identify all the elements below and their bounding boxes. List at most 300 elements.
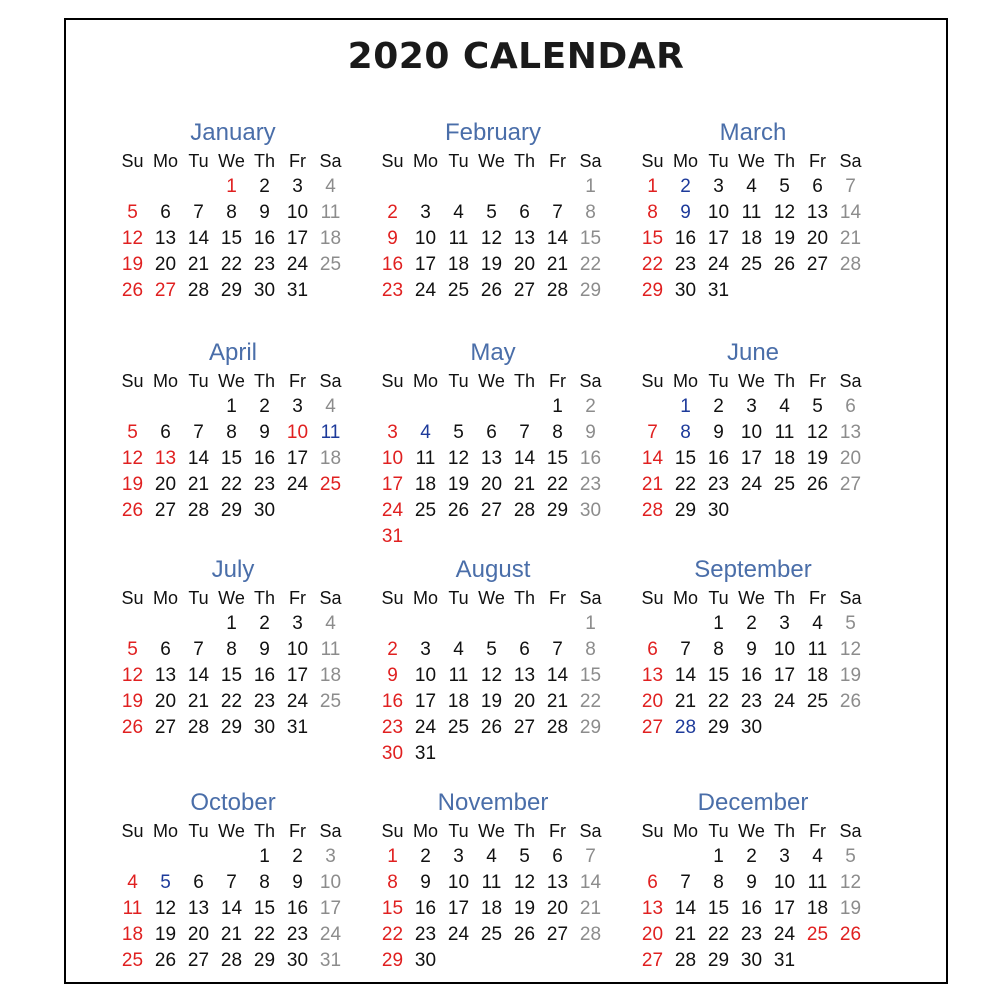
day-cell: 22 xyxy=(579,254,602,275)
day-cell: 6 xyxy=(193,872,204,893)
day-cell: 2 xyxy=(259,176,270,197)
day-cell: 1 xyxy=(585,613,596,634)
day-cell: 20 xyxy=(154,474,177,495)
weekday-header: We xyxy=(738,371,765,391)
day-cell: 14 xyxy=(674,665,697,686)
month-grid xyxy=(636,368,878,524)
month-january xyxy=(108,118,358,304)
day-cell: 12 xyxy=(121,665,144,686)
weekday-header: Mo xyxy=(412,151,438,171)
empty-cell xyxy=(508,394,541,420)
day-cell: 5 xyxy=(486,639,497,660)
day-cell: 23 xyxy=(381,717,404,738)
day-cell: 28 xyxy=(579,924,602,945)
day-cell: 10 xyxy=(447,872,470,893)
month-june xyxy=(628,338,878,524)
day-cell: 5 xyxy=(812,396,823,417)
day-cell: 25 xyxy=(773,474,796,495)
day-cell: 27 xyxy=(513,717,536,738)
day-cell: 17 xyxy=(414,254,437,275)
month-name: April xyxy=(208,339,257,366)
day-cell: 21 xyxy=(546,254,569,275)
day-cell: 17 xyxy=(740,448,763,469)
weekday-header: Su xyxy=(121,151,144,171)
empty-cell xyxy=(116,844,149,870)
empty-cell xyxy=(442,611,475,637)
weekday-header: Fr xyxy=(289,588,306,608)
day-cell: 19 xyxy=(480,254,503,275)
day-cell: 25 xyxy=(319,474,342,495)
day-cell: 12 xyxy=(480,665,503,686)
weekday-header: Fr xyxy=(809,371,826,391)
day-cell: 24 xyxy=(707,254,730,275)
weekday-header: Tu xyxy=(708,371,729,391)
day-cell: 12 xyxy=(839,872,862,893)
day-cell: 10 xyxy=(773,639,796,660)
day-cell: 14 xyxy=(839,202,862,223)
weekday-header: Fr xyxy=(809,151,826,171)
day-cell: 7 xyxy=(226,872,237,893)
weekday-header: Th xyxy=(773,371,795,391)
weekday-header: We xyxy=(738,821,765,841)
day-cell: 24 xyxy=(414,717,437,738)
weekday-header: Mo xyxy=(672,821,698,841)
day-cell: 15 xyxy=(707,665,730,686)
day-cell: 20 xyxy=(513,254,536,275)
month-august xyxy=(368,555,618,767)
month-march xyxy=(628,118,878,304)
day-cell: 20 xyxy=(154,254,177,275)
day-cell: 19 xyxy=(839,898,862,919)
day-cell: 7 xyxy=(680,639,691,660)
day-cell: 24 xyxy=(286,691,309,712)
day-cell: 25 xyxy=(319,691,342,712)
day-cell: 20 xyxy=(480,474,503,495)
day-cell: 20 xyxy=(641,924,664,945)
day-cell: 23 xyxy=(253,254,276,275)
day-cell: 27 xyxy=(641,717,664,738)
day-cell: 5 xyxy=(486,202,497,223)
day-cell: 28 xyxy=(674,950,697,971)
day-cell: 1 xyxy=(713,846,724,867)
empty-cell xyxy=(669,844,702,870)
day-cell: 16 xyxy=(253,228,276,249)
day-cell: 22 xyxy=(579,691,602,712)
day-cell: 17 xyxy=(286,448,309,469)
day-cell: 4 xyxy=(812,613,823,634)
day-cell: 19 xyxy=(513,898,536,919)
weekday-header: We xyxy=(738,151,765,171)
day-cell: 7 xyxy=(552,639,563,660)
day-cell: 29 xyxy=(579,280,602,301)
weekday-header: Tu xyxy=(448,151,469,171)
day-cell: 19 xyxy=(121,254,144,275)
day-cell: 4 xyxy=(812,846,823,867)
empty-cell xyxy=(442,174,475,200)
day-cell: 26 xyxy=(839,691,862,712)
day-cell: 22 xyxy=(220,254,243,275)
empty-cell xyxy=(636,611,669,637)
month-february xyxy=(368,118,618,304)
day-cell: 29 xyxy=(707,950,730,971)
day-cell: 17 xyxy=(319,898,342,919)
weekday-header: Su xyxy=(121,371,144,391)
day-cell: 30 xyxy=(253,717,276,738)
weekday-header: Tu xyxy=(188,821,209,841)
day-cell: 4 xyxy=(486,846,497,867)
month-name: August xyxy=(455,556,531,583)
day-cell: 9 xyxy=(387,228,398,249)
day-cell: 28 xyxy=(674,717,697,738)
day-cell: 29 xyxy=(674,500,697,521)
day-cell: 5 xyxy=(779,176,790,197)
day-cell: 15 xyxy=(220,448,243,469)
day-cell: 2 xyxy=(387,202,398,223)
empty-cell xyxy=(541,174,574,200)
day-cell: 27 xyxy=(839,474,862,495)
weekday-header: Th xyxy=(513,821,535,841)
day-cell: 25 xyxy=(740,254,763,275)
day-cell: 3 xyxy=(746,396,757,417)
day-cell: 17 xyxy=(707,228,730,249)
day-cell: 1 xyxy=(680,396,691,417)
day-cell: 18 xyxy=(447,254,470,275)
day-cell: 9 xyxy=(259,422,270,443)
day-cell: 14 xyxy=(546,228,569,249)
day-cell: 27 xyxy=(546,924,569,945)
day-cell: 24 xyxy=(773,691,796,712)
day-cell: 2 xyxy=(259,613,270,634)
day-cell: 12 xyxy=(121,448,144,469)
day-cell: 27 xyxy=(154,500,177,521)
day-cell: 22 xyxy=(220,474,243,495)
day-cell: 16 xyxy=(381,254,404,275)
empty-cell xyxy=(182,394,215,420)
weekday-header: Fr xyxy=(809,588,826,608)
day-cell: 23 xyxy=(381,280,404,301)
day-cell: 9 xyxy=(746,639,757,660)
day-cell: 27 xyxy=(806,254,829,275)
day-cell: 20 xyxy=(806,228,829,249)
day-cell: 28 xyxy=(641,500,664,521)
day-cell: 31 xyxy=(381,526,404,547)
day-cell: 1 xyxy=(226,176,237,197)
weekday-header: Th xyxy=(253,588,275,608)
day-cell: 27 xyxy=(480,500,503,521)
day-cell: 16 xyxy=(674,228,697,249)
day-cell: 26 xyxy=(513,924,536,945)
day-cell: 28 xyxy=(513,500,536,521)
day-cell: 2 xyxy=(746,613,757,634)
day-cell: 11 xyxy=(774,422,795,443)
calendar-title: 2020 CALENDAR xyxy=(347,36,685,77)
day-cell: 9 xyxy=(292,872,303,893)
day-cell: 12 xyxy=(513,872,536,893)
weekday-header: Mo xyxy=(412,821,438,841)
day-cell: 25 xyxy=(480,924,503,945)
day-cell: 13 xyxy=(513,665,536,686)
day-cell: 27 xyxy=(154,717,177,738)
day-cell: 16 xyxy=(707,448,730,469)
weekday-header: We xyxy=(738,588,765,608)
day-cell: 17 xyxy=(447,898,470,919)
weekday-header: Tu xyxy=(188,371,209,391)
day-cell: 27 xyxy=(187,950,210,971)
empty-cell xyxy=(182,174,215,200)
weekday-header: Mo xyxy=(412,588,438,608)
day-cell: 24 xyxy=(773,924,796,945)
weekday-header: Sa xyxy=(579,821,602,841)
day-cell: 18 xyxy=(414,474,437,495)
weekday-header: Th xyxy=(513,151,535,171)
day-cell: 7 xyxy=(193,422,204,443)
day-cell: 30 xyxy=(707,500,730,521)
day-cell: 18 xyxy=(319,448,342,469)
day-cell: 13 xyxy=(154,228,177,249)
weekday-header: Sa xyxy=(839,371,862,391)
day-cell: 11 xyxy=(415,448,436,469)
day-cell: 15 xyxy=(707,898,730,919)
day-cell: 26 xyxy=(154,950,177,971)
empty-cell xyxy=(182,611,215,637)
day-cell: 19 xyxy=(121,691,144,712)
weekday-header: Su xyxy=(381,371,404,391)
weekday-header: Sa xyxy=(839,588,862,608)
weekday-header: Mo xyxy=(672,371,698,391)
month-grid xyxy=(636,585,878,741)
day-cell: 3 xyxy=(420,202,431,223)
day-cell: 2 xyxy=(746,846,757,867)
day-cell: 11 xyxy=(448,665,469,686)
day-cell: 13 xyxy=(187,898,210,919)
day-cell: 21 xyxy=(187,254,210,275)
day-cell: 3 xyxy=(713,176,724,197)
weekday-header: We xyxy=(218,588,245,608)
day-cell: 18 xyxy=(773,448,796,469)
day-cell: 9 xyxy=(387,665,398,686)
day-cell: 29 xyxy=(253,950,276,971)
day-cell: 17 xyxy=(773,898,796,919)
day-cell: 21 xyxy=(839,228,862,249)
day-cell: 1 xyxy=(713,613,724,634)
day-cell: 29 xyxy=(641,280,664,301)
day-cell: 16 xyxy=(253,448,276,469)
day-cell: 17 xyxy=(286,228,309,249)
day-cell: 23 xyxy=(253,691,276,712)
day-cell: 28 xyxy=(187,500,210,521)
day-cell: 6 xyxy=(552,846,563,867)
day-cell: 11 xyxy=(741,202,762,223)
day-cell: 24 xyxy=(414,280,437,301)
day-cell: 5 xyxy=(453,422,464,443)
day-cell: 28 xyxy=(546,280,569,301)
day-cell: 22 xyxy=(220,691,243,712)
day-cell: 13 xyxy=(546,872,569,893)
day-cell: 12 xyxy=(121,228,144,249)
day-cell: 4 xyxy=(127,872,138,893)
day-cell: 24 xyxy=(447,924,470,945)
weekday-header: Su xyxy=(381,821,404,841)
weekday-header: We xyxy=(478,371,505,391)
weekday-header: We xyxy=(218,821,245,841)
day-cell: 11 xyxy=(807,639,828,660)
month-may xyxy=(368,338,618,550)
day-cell: 22 xyxy=(253,924,276,945)
day-cell: 21 xyxy=(187,691,210,712)
day-cell: 15 xyxy=(220,665,243,686)
day-cell: 20 xyxy=(546,898,569,919)
day-cell: 8 xyxy=(259,872,270,893)
day-cell: 11 xyxy=(807,872,828,893)
day-cell: 14 xyxy=(641,448,664,469)
day-cell: 8 xyxy=(226,202,237,223)
day-cell: 31 xyxy=(286,717,309,738)
weekday-header: Th xyxy=(773,821,795,841)
day-cell: 18 xyxy=(480,898,503,919)
weekday-header: Su xyxy=(641,588,664,608)
day-cell: 7 xyxy=(552,202,563,223)
day-cell: 7 xyxy=(845,176,856,197)
weekday-header: Tu xyxy=(708,821,729,841)
day-cell: 29 xyxy=(220,500,243,521)
day-cell: 30 xyxy=(381,743,404,764)
day-cell: 8 xyxy=(585,639,596,660)
day-cell: 11 xyxy=(448,228,469,249)
day-cell: 25 xyxy=(121,950,144,971)
day-cell: 12 xyxy=(773,202,796,223)
day-cell: 4 xyxy=(746,176,757,197)
day-cell: 10 xyxy=(414,665,437,686)
day-cell: 24 xyxy=(319,924,342,945)
day-cell: 3 xyxy=(779,613,790,634)
day-cell: 6 xyxy=(160,422,171,443)
month-september xyxy=(628,555,878,741)
month-grid xyxy=(376,585,618,767)
day-cell: 2 xyxy=(387,639,398,660)
empty-cell xyxy=(149,394,182,420)
day-cell: 22 xyxy=(674,474,697,495)
day-cell: 9 xyxy=(680,202,691,223)
month-grid xyxy=(376,368,618,550)
weekday-header: Su xyxy=(121,588,144,608)
day-cell: 28 xyxy=(546,717,569,738)
day-cell: 29 xyxy=(707,717,730,738)
weekday-header: Sa xyxy=(839,821,862,841)
day-cell: 2 xyxy=(292,846,303,867)
weekday-header: Th xyxy=(773,151,795,171)
day-cell: 1 xyxy=(226,613,237,634)
day-cell: 2 xyxy=(259,396,270,417)
day-cell: 15 xyxy=(579,665,602,686)
day-cell: 23 xyxy=(740,924,763,945)
day-cell: 11 xyxy=(320,639,341,660)
day-cell: 5 xyxy=(127,202,138,223)
empty-cell xyxy=(636,844,669,870)
day-cell: 22 xyxy=(546,474,569,495)
day-cell: 28 xyxy=(187,717,210,738)
day-cell: 13 xyxy=(641,665,664,686)
day-cell: 16 xyxy=(286,898,309,919)
weekday-header: We xyxy=(478,588,505,608)
weekday-header: Su xyxy=(641,371,664,391)
weekday-header: Mo xyxy=(152,151,178,171)
day-cell: 3 xyxy=(420,639,431,660)
month-name: February xyxy=(444,119,542,146)
day-cell: 2 xyxy=(713,396,724,417)
month-grid xyxy=(376,818,618,974)
day-cell: 13 xyxy=(641,898,664,919)
empty-cell xyxy=(149,611,182,637)
day-cell: 6 xyxy=(519,202,530,223)
weekday-header: Fr xyxy=(549,588,566,608)
day-cell: 7 xyxy=(585,846,596,867)
day-cell: 15 xyxy=(546,448,569,469)
day-cell: 6 xyxy=(845,396,856,417)
month-name: October xyxy=(190,789,276,816)
empty-cell xyxy=(215,844,248,870)
day-cell: 31 xyxy=(414,743,437,764)
weekday-header: Tu xyxy=(708,588,729,608)
weekday-header: Fr xyxy=(289,821,306,841)
day-cell: 26 xyxy=(121,500,144,521)
day-cell: 15 xyxy=(641,228,664,249)
day-cell: 12 xyxy=(447,448,470,469)
day-cell: 9 xyxy=(746,872,757,893)
day-cell: 14 xyxy=(513,448,536,469)
weekday-header: Tu xyxy=(188,151,209,171)
empty-cell xyxy=(541,611,574,637)
day-cell: 26 xyxy=(806,474,829,495)
weekday-header: Su xyxy=(381,588,404,608)
day-cell: 30 xyxy=(253,500,276,521)
day-cell: 7 xyxy=(680,872,691,893)
month-name: July xyxy=(211,556,255,583)
weekday-header: Su xyxy=(641,151,664,171)
day-cell: 20 xyxy=(641,691,664,712)
day-cell: 30 xyxy=(253,280,276,301)
day-cell: 26 xyxy=(480,717,503,738)
weekday-header: Sa xyxy=(319,151,342,171)
day-cell: 19 xyxy=(839,665,862,686)
day-cell: 19 xyxy=(480,691,503,712)
weekday-header: Tu xyxy=(448,588,469,608)
day-cell: 6 xyxy=(519,639,530,660)
month-grid xyxy=(116,818,358,974)
month-name: May xyxy=(470,339,516,366)
day-cell: 21 xyxy=(674,691,697,712)
day-cell: 29 xyxy=(381,950,404,971)
weekday-header: Fr xyxy=(289,151,306,171)
day-cell: 24 xyxy=(381,500,404,521)
day-cell: 13 xyxy=(513,228,536,249)
day-cell: 24 xyxy=(740,474,763,495)
day-cell: 9 xyxy=(585,422,596,443)
day-cell: 11 xyxy=(122,898,143,919)
empty-cell xyxy=(409,611,442,637)
weekday-header: Sa xyxy=(319,821,342,841)
day-cell: 10 xyxy=(773,872,796,893)
weekday-header: Su xyxy=(121,821,144,841)
day-cell: 6 xyxy=(160,639,171,660)
day-cell: 15 xyxy=(674,448,697,469)
day-cell: 30 xyxy=(286,950,309,971)
weekday-header: Th xyxy=(773,588,795,608)
day-cell: 4 xyxy=(453,202,464,223)
day-cell: 13 xyxy=(480,448,503,469)
day-cell: 5 xyxy=(845,846,856,867)
day-cell: 23 xyxy=(286,924,309,945)
day-cell: 25 xyxy=(447,717,470,738)
